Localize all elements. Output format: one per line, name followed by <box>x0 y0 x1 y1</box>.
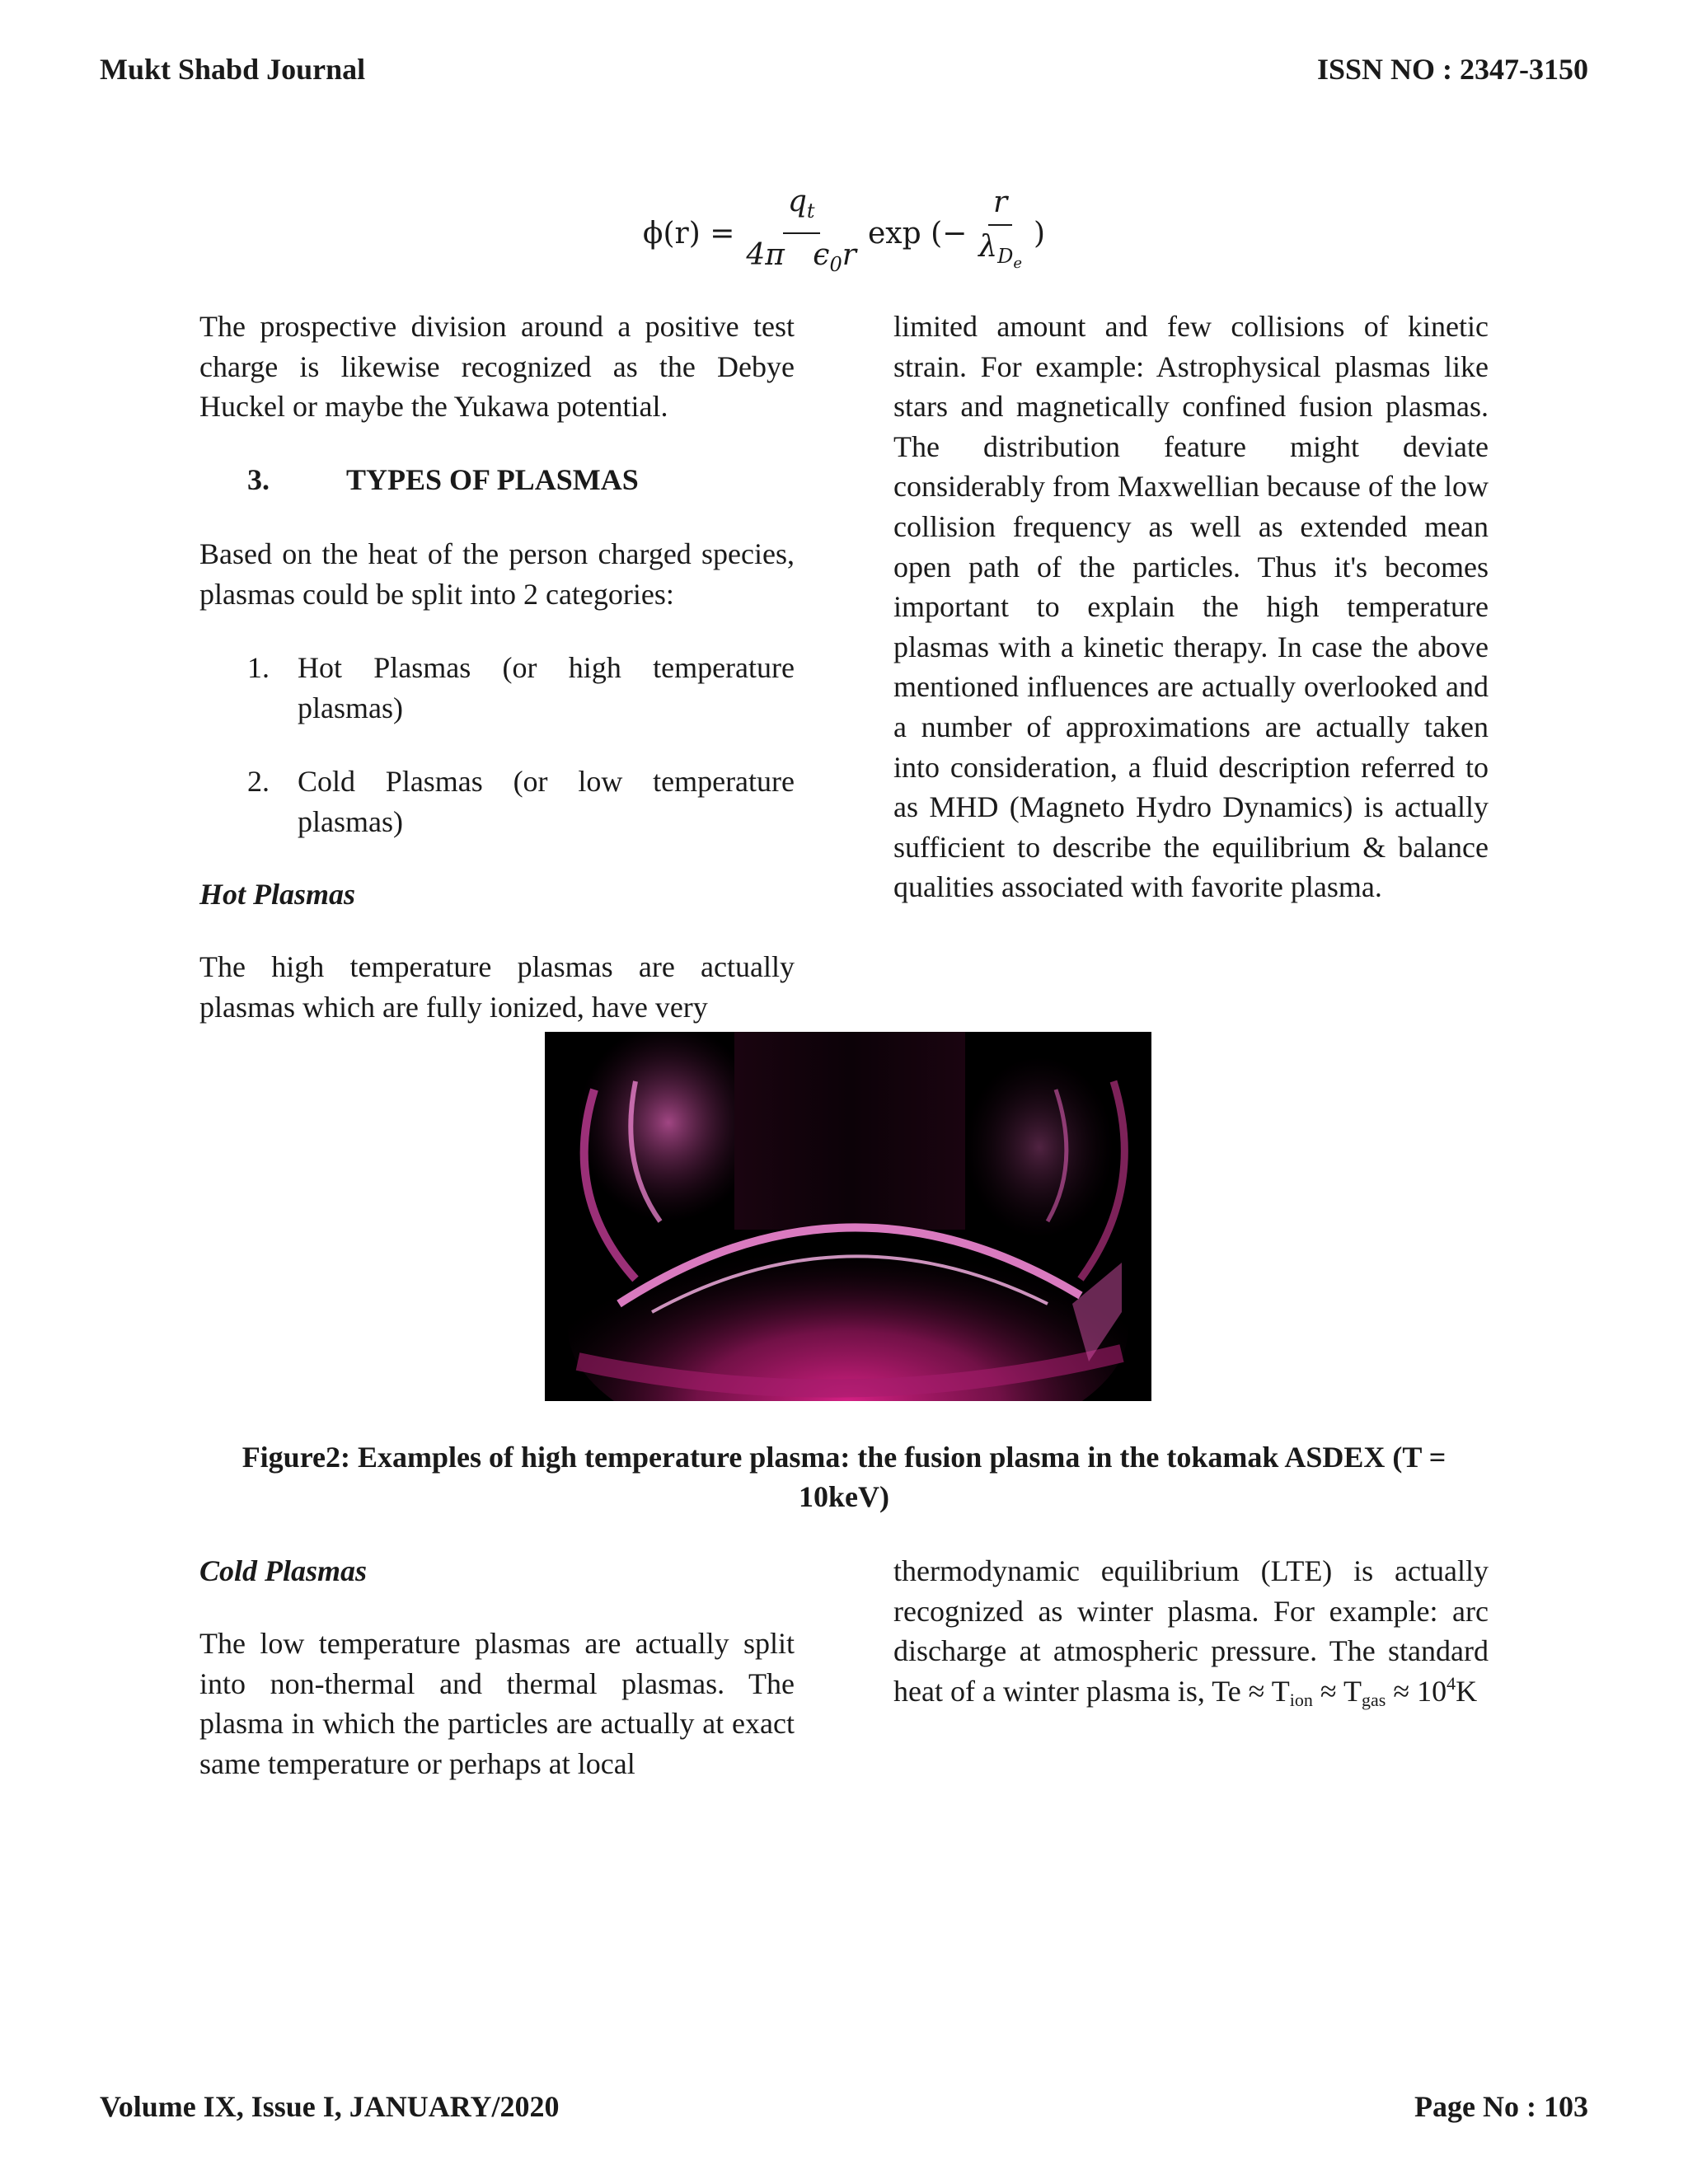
journal-name: Mukt Shabd Journal <box>100 53 366 86</box>
caption-line-1: Figure2: Examples of high temperature plasma: the fusion plasma in the tokamak ASDEX (T = <box>241 1441 1447 1474</box>
issn-number: ISSN NO : 2347-3150 <box>1316 53 1588 86</box>
cold-plasmas-heading: Cold Plasmas <box>199 1554 368 1587</box>
plasma-illustration <box>545 1032 1151 1401</box>
equation-lhs: ϕ(r) = <box>642 216 735 251</box>
cold-plasmas-paragraph: The low temperature plasmas are actually split into non-thermal and thermal plasmas. The plasma in which the particles are actually at exact same temperature or perhaps at local <box>199 1627 795 1780</box>
categories-paragraph: Based on the heat of the person charged species, plasmas could be split into 2 categories: <box>199 537 795 611</box>
equation-exp: exp (− <box>867 216 968 251</box>
caption-line-2: 10keV) <box>799 1480 889 1513</box>
fraction-1-numerator: $q_t$ <box>783 184 820 234</box>
fraction-2-numerator: r <box>988 185 1012 226</box>
tokamak-plasma-image <box>545 1032 1151 1401</box>
right-column-paragraph: limited amount and few collisions of kinetic strain. For example: Astrophysical plasmas like stars and magnetically confined fusion plasmas. The distribution feature might deviate considerably from Maxwellian because of the low collision frequency as well as extended mean open path of the particles. Thus it's becomes important to explain the high temperature plasmas with a kinetic therapy. In case the above mentioned influences are actually overlooked and a number of approximations are actually taken into consideration, a fluid description referred to as MHD (Magneto Hydro Dynamics) is actually sufficient to describe the equilibrium & balance qualities associated with favorite plasma. <box>893 310 1489 904</box>
intro-paragraph: The prospective division around a positive test charge is likewise recognized as the Debye Huckel or maybe the Yukawa potential. <box>199 310 795 424</box>
debye-potential-equation <box>0 185 1688 279</box>
equation-close-paren: ) <box>1034 216 1046 251</box>
list-item-cold: 2. Cold Plasmas (or low temperature plasmas) <box>247 765 795 838</box>
volume-issue: Volume IX, Issue I, JANUARY/2020 <box>100 2090 560 2123</box>
page-number: Page No : 103 <box>1414 2090 1588 2123</box>
section-heading: 3. TYPES OF PLASMAS <box>247 463 639 496</box>
figure-caption <box>199 1437 1489 1516</box>
equation-fraction-1 <box>741 184 861 283</box>
hot-plasmas-heading: Hot Plasmas <box>199 878 356 911</box>
hot-plasmas-paragraph: The high temperature plasmas are actually plasmas which are fully ionized, have very <box>199 950 795 1024</box>
fraction-2-denominator: $\lambda_{D_e}$ <box>978 230 1023 272</box>
list-item-hot: 1. Hot Plasmas (or high temperature plasmas) <box>247 651 795 724</box>
equation-fraction-2 <box>973 185 1027 282</box>
fraction-1-denominator: 4π $\epsilon_0r$ <box>746 238 856 276</box>
cold-plasmas-right-paragraph: thermodynamic equilibrium (LTE) is actually recognized as winter plasma. For example: arc discharge at atmospheric pressure. The standard heat of a winter plasma is, $Te \approx T_{ion} \approx T_{gas} \approx 10^4K$ <box>893 1554 1489 1710</box>
